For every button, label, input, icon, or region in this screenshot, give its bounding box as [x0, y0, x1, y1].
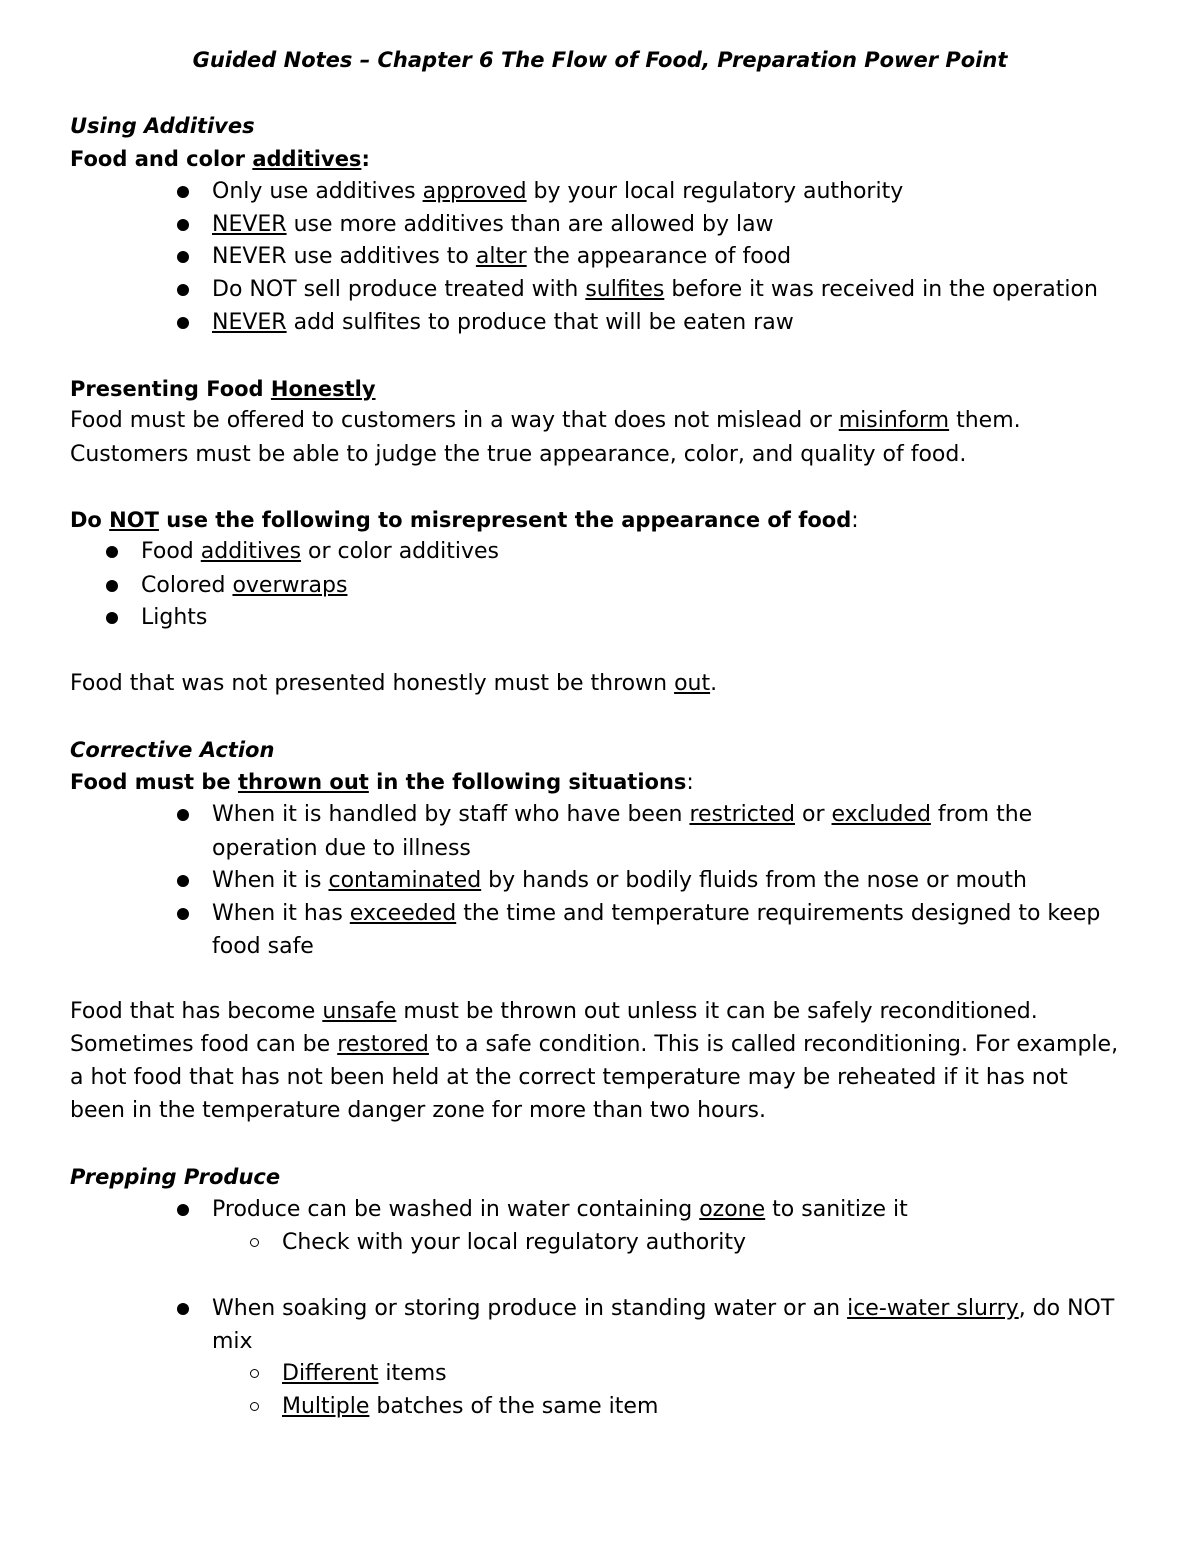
bullet-icon — [177, 1204, 189, 1216]
section-heading-additives: Using Additives — [70, 114, 255, 138]
list-item: When it is contaminated by hands or bodily fluids from the nose or mouth — [212, 866, 1027, 896]
sub-list-item: Check with your local regulatory authority — [282, 1228, 746, 1258]
list-item: When it has exceeded the time and temperature requirements designed to keep — [212, 899, 1100, 929]
list-item: When soaking or storing produce in standing water or an ice-water slurry, do NOT — [212, 1294, 1114, 1324]
bullet-icon — [177, 251, 189, 263]
bullet-icon — [177, 317, 189, 329]
list-item-continuation: operation due to illness — [212, 836, 471, 861]
list-item: When it is handled by staff who have been restricted or excluded from the — [212, 800, 1032, 830]
subheading-thrown-out: Food must be thrown out in the following situations: — [70, 770, 694, 795]
paragraph-line: Food must be offered to customers in a way that does not mislead or misinform them. — [70, 408, 1021, 433]
bullet-icon — [106, 580, 118, 592]
paragraph-line: Sometimes food can be restored to a safe condition. This is called reconditioning. For example, — [70, 1032, 1119, 1057]
bullet-icon — [177, 875, 189, 887]
circle-bullet-icon — [250, 1402, 259, 1411]
subheading-food-color-additives: Food and color additives: — [70, 147, 370, 171]
page-title: Guided Notes – Chapter 6 The Flow of Food, Preparation Power Point — [192, 48, 1008, 72]
circle-bullet-icon — [250, 1369, 259, 1378]
list-item: NEVER use additives to alter the appearance of food — [212, 242, 791, 272]
section-heading-corrective: Corrective Action — [70, 738, 275, 762]
section-heading-produce: Prepping Produce — [70, 1165, 281, 1189]
list-item: NEVER add sulfites to produce that will be eaten raw — [212, 308, 794, 338]
list-item: Produce can be washed in water containing ozone to sanitize it — [212, 1195, 908, 1225]
bullet-icon — [177, 908, 189, 920]
list-item-continuation: mix — [212, 1329, 253, 1354]
list-item: Only use additives approved by your local regulatory authority — [212, 177, 903, 207]
bullet-icon — [177, 1303, 189, 1315]
bullet-icon — [177, 219, 189, 231]
bullet-icon — [106, 612, 118, 624]
paragraph-line: been in the temperature danger zone for more than two hours. — [70, 1098, 766, 1123]
sub-list-item: Different items — [282, 1359, 447, 1389]
circle-bullet-icon — [250, 1238, 259, 1247]
paragraph-line: Food that was not presented honestly must be thrown out. — [70, 671, 718, 696]
subheading-do-not: Do NOT use the following to misrepresent the appearance of food: — [70, 508, 859, 533]
bullet-icon — [106, 546, 118, 558]
section-heading-honestly: Presenting Food Honestly — [70, 377, 376, 401]
paragraph-line: Food that has become unsafe must be thrown out unless it can be safely reconditioned. — [70, 999, 1038, 1024]
list-item-continuation: food safe — [212, 934, 314, 959]
paragraph-line: Customers must be able to judge the true appearance, color, and quality of food. — [70, 442, 967, 467]
bullet-icon — [177, 186, 189, 198]
list-item: Food additives or color additives — [141, 537, 499, 567]
list-item: Do NOT sell produce treated with sulfites before it was received in the operation — [212, 275, 1098, 305]
list-item: Lights — [141, 603, 207, 633]
sub-list-item: Multiple batches of the same item — [282, 1392, 658, 1422]
bullet-icon — [177, 284, 189, 296]
paragraph-line: a hot food that has not been held at the correct temperature may be reheated if it has not — [70, 1065, 1068, 1090]
list-item: Colored overwraps — [141, 571, 347, 601]
bullet-icon — [177, 809, 189, 821]
list-item: NEVER use more additives than are allowed by law — [212, 210, 774, 240]
